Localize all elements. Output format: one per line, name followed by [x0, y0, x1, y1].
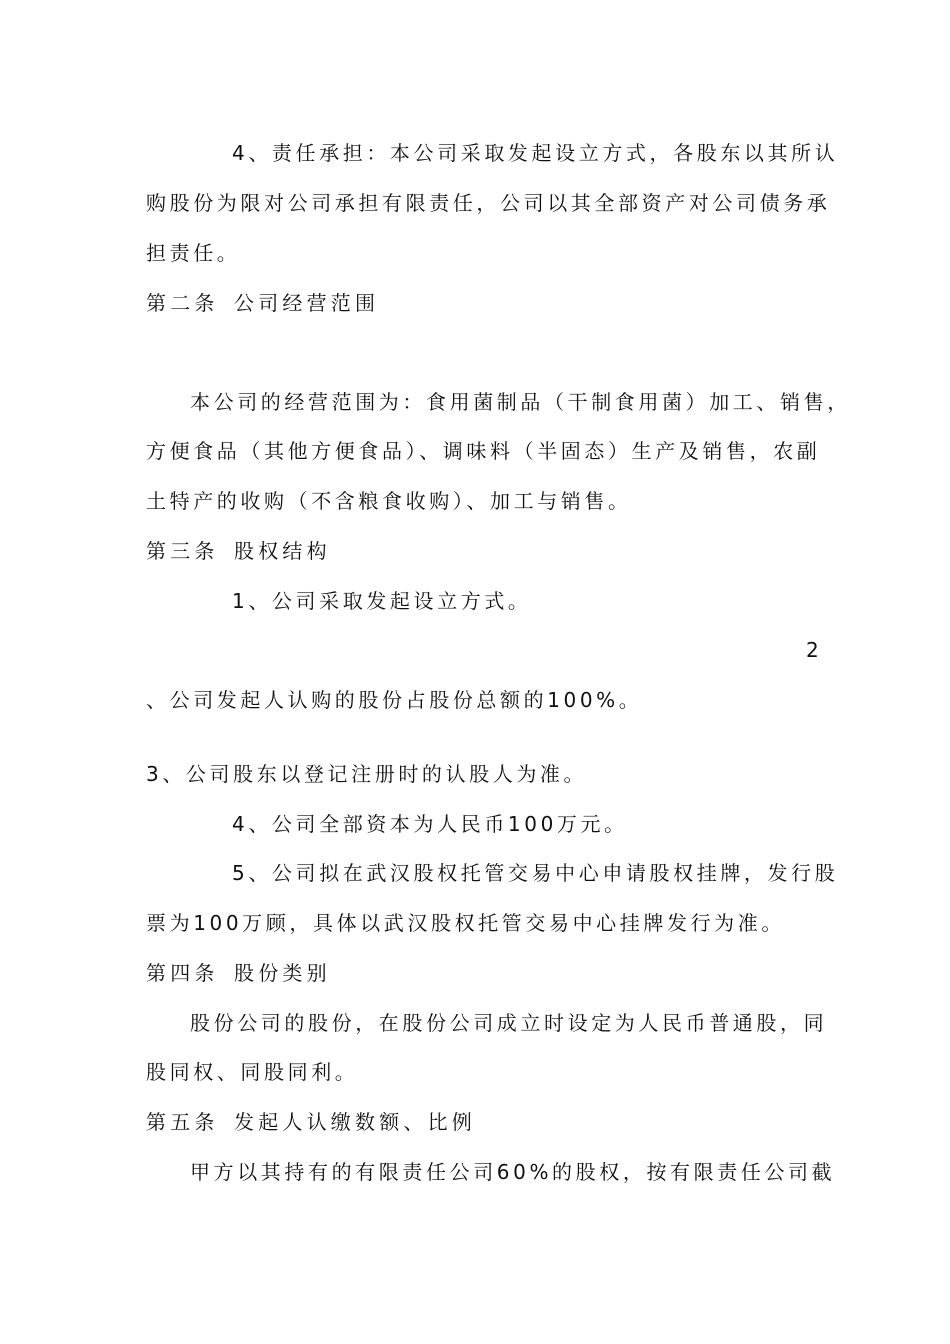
paragraph-line: 购股份为限对公司承担有限责任，公司以其全部资产对公司债务承 [146, 191, 831, 215]
stray-number: 2 [806, 638, 819, 662]
article-title: 股权结构 [234, 539, 331, 563]
paragraph-line: 5、公司拟在武汉股权托管交易中心申请股权挂牌，发行股 [232, 861, 839, 885]
paragraph-line: 3、公司股东以登记注册时的认股人为准。 [146, 762, 588, 786]
paragraph-line: 本公司的经营范围为：食用菌制品（干制食用菌）加工、销售， [190, 390, 851, 414]
article-title: 公司经营范围 [234, 291, 380, 315]
article-number: 第三条 [146, 539, 219, 563]
article-heading [146, 959, 331, 987]
article-heading [146, 289, 379, 317]
paragraph-line: 、公司发起人认购的股份占股份总额的100%。 [146, 688, 643, 712]
paragraph-line: 方便食品（其他方便食品）、调味料（半固态）生产及销售，农副 [146, 439, 821, 463]
paragraph-line: 4、公司全部资本为人民币100万元。 [232, 812, 628, 836]
paragraph-line: 股同权、同股同利。 [146, 1060, 359, 1084]
paragraph-line: 票为100万顾，具体以武汉股权托管交易中心挂牌发行为准。 [146, 911, 785, 935]
article-number: 第四条 [146, 961, 219, 985]
article-number: 第五条 [146, 1110, 219, 1134]
paragraph-line: 股份公司的股份，在股份公司成立时设定为人民币普通股，同 [190, 1011, 828, 1035]
paragraph-line: 1、公司采取发起设立方式。 [232, 589, 532, 613]
article-number: 第二条 [146, 291, 219, 315]
paragraph-line: 4、责任承担：本公司采取发起设立方式，各股东以其所认 [232, 141, 839, 165]
article-heading [146, 1108, 476, 1136]
paragraph-line: 担责任。 [146, 241, 241, 265]
article-title: 发起人认缴数额、比例 [234, 1110, 476, 1134]
article-title: 股份类别 [234, 961, 331, 985]
paragraph-line: 甲方以其持有的有限责任公司60%的股权，按有限责任公司截 [190, 1160, 836, 1184]
paragraph-line: 土特产的收购（不含粮食收购）、加工与销售。 [146, 489, 632, 513]
article-heading [146, 537, 331, 565]
